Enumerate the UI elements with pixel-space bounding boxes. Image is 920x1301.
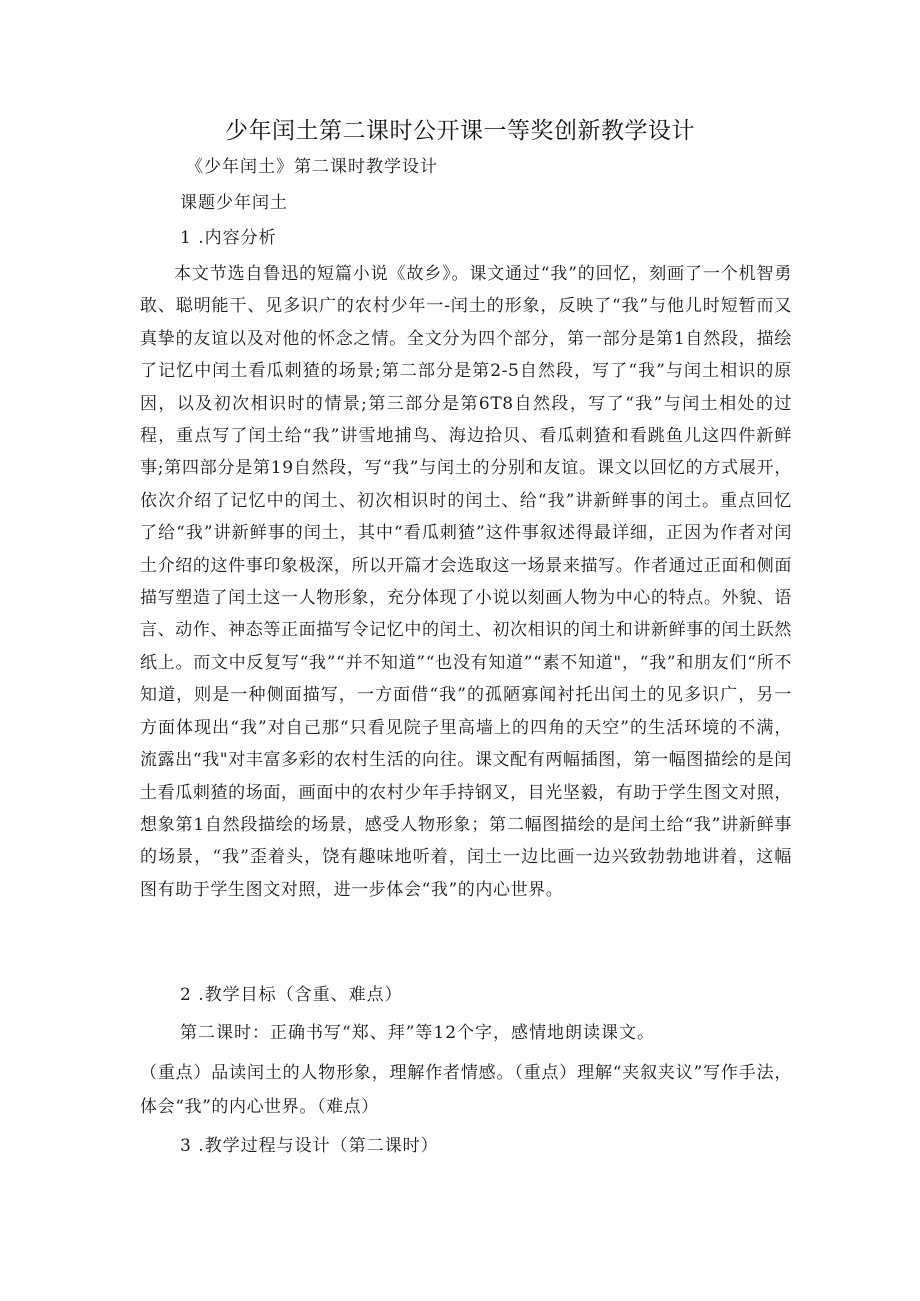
section-heading-content-analysis: 1 .内容分析 xyxy=(180,228,277,248)
teaching-goal-line-1: 第二课时：正确书写“郑、拜”等12个字，感情地朗读课文。 xyxy=(180,1023,656,1043)
document-subtitle: 《少年闰土》第二课时教学设计 xyxy=(186,157,438,177)
section-heading-teaching-goals: 2 .教学目标（含重、难点） xyxy=(180,985,403,1005)
content-analysis-paragraph: 本文节选自鲁迅的短篇小说《故乡》。课文通过“我”的回忆，刻画了一个机智勇敢、聪明能干、见多识广的农村少年一-闰土的形象，反映了“我”与他儿时短暂而又真挚的友谊以及对他的怀念之情。全文分为四个部分，第一部分是第1自然段，描绘了记忆中闰土看瓜刺猹的场景;第二部分是第2-5自然段，写了“我”与闰土相识的原因，以及初次相识时的情景;第三部分是第6T8自然段，写了“我”与闰土相处的过程，重点写了闰土给“我”讲雪地捕鸟、海边拾贝、看瓜刺猹和看跳鱼儿这四件新鲜事;第四部分是第19自然段，写“我”与闰土的分别和友谊。课文以回忆的方式展开，依次介绍了记忆中的闰土、初次相识时的闰土、给“我”讲新鲜事的闰土。重点回忆了给“我”讲新鲜事的闰土，其中“看瓜刺猹”这件事叙述得最详细，正因为作者对闰土介绍的这件事印象极深，所以开篇才会选取这一场景来描写。作者通过正面和侧面描写塑造了闰土这一人物形象，充分体现了小说以刻画人物为中心的特点。外貌、语言、动作、神态等正面描写令记忆中的闰土、初次相识的闰土和讲新鲜事的闰土跃然纸上。而文中反复写“我”“并不知道”“也没有知道”“素不知道"，“我”和朋友们“所不知道，则是一种侧面描写，一方面借“我”的孤陋寡闻衬托出闰土的见多识广，另一方面体现出“我”对自己那“只看见院子里高墙上的四角的天空”的生活环境的不满，流露出“我"对丰富多彩的农村生活的向往。课文配有两幅插图，第一幅图描绘的是闰土看瓜刺猹的场面，画面中的农村少年手持钢叉，目光坚毅，有助于学生图文对照，想象第1自然段描绘的场景，感受人物形象；第二幅图描绘的是闰土给“我”讲新鲜事的场景，“我”歪着头，饶有趣味地听着，闰土一边比画一边兴致勃勃地讲着，这幅图有助于学生图文对照，进一步体会“我”的内心世界。 xyxy=(140,264,792,900)
teaching-goal-line-2: （重点）品读闰土的人物形象，理解作者情感。（重点）理解“夹叙夹议”写作手法，体会“我”的内心世界。（难点） xyxy=(140,1063,792,1117)
course-line: 课题少年闰土 xyxy=(180,193,288,213)
section-heading-teaching-process: 3 .教学过程与设计（第二课时） xyxy=(180,1136,439,1156)
document-title: 少年闰土第二课时公开课一等奖创新教学设计 xyxy=(225,118,695,144)
